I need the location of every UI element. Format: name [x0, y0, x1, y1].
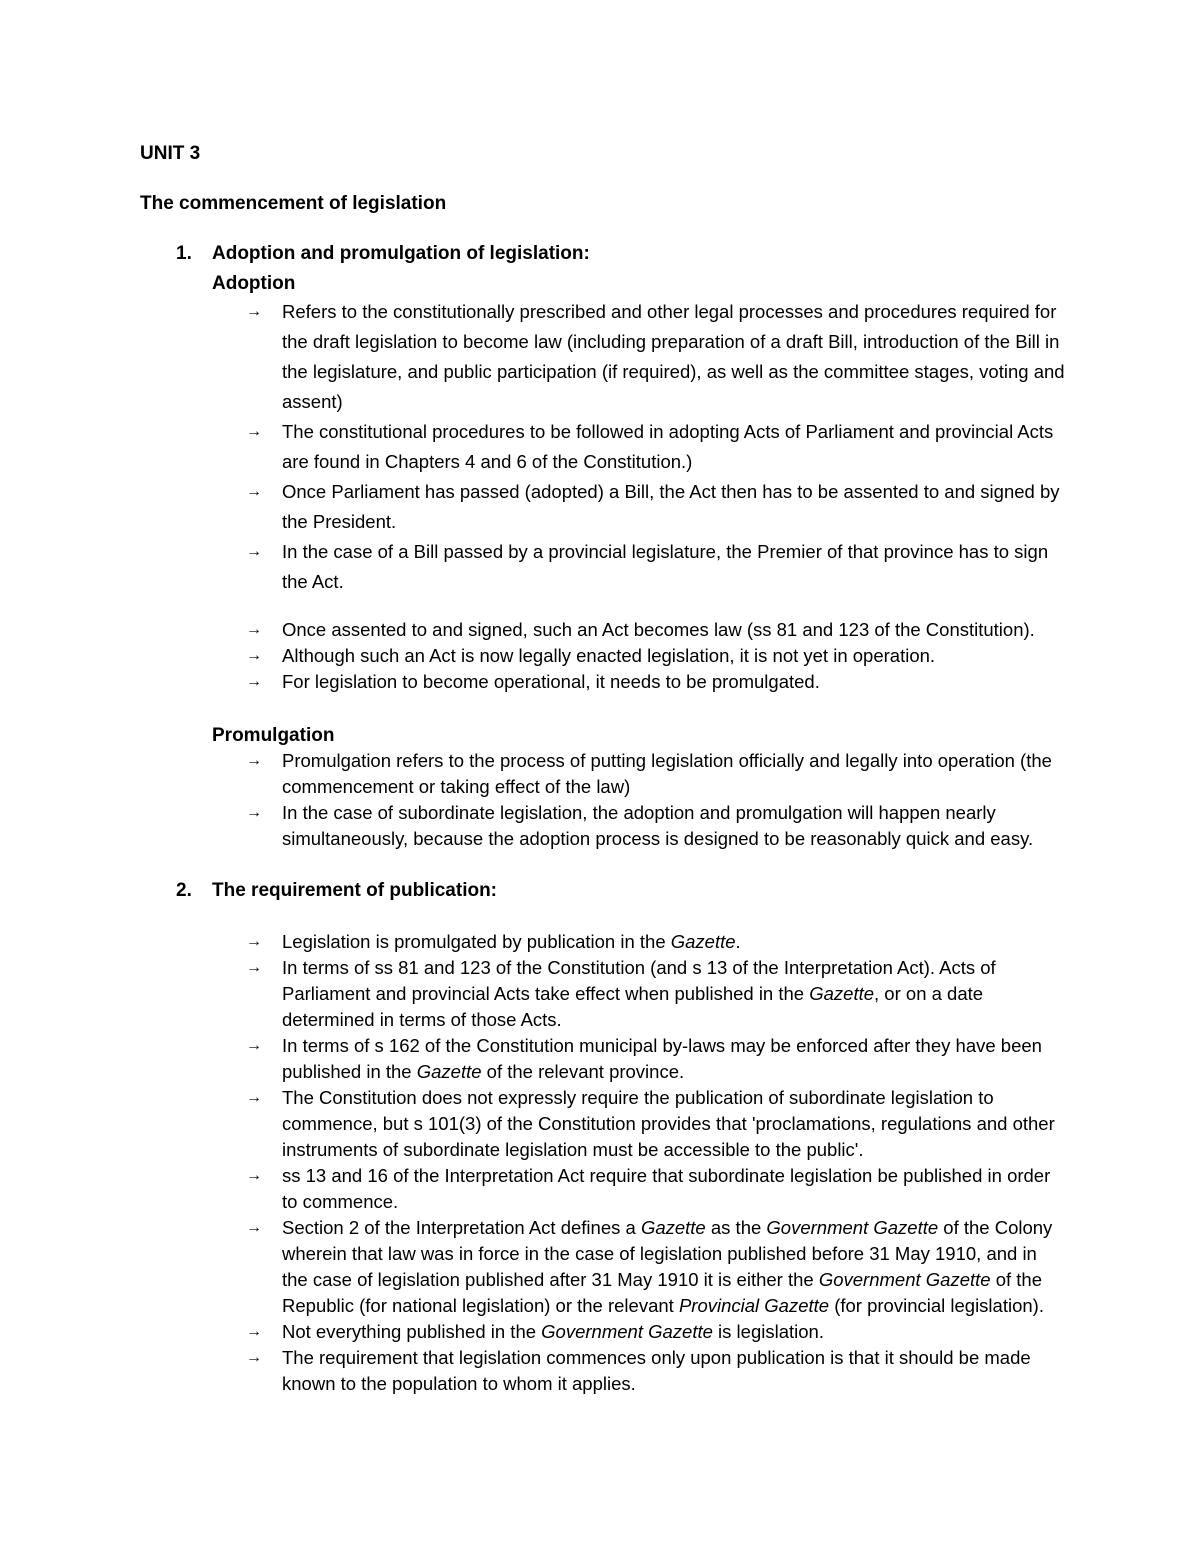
list-item: [246, 1033, 1066, 1085]
arrow-icon: →: [246, 483, 262, 500]
list-item: [246, 955, 1066, 1033]
bullet-text: In terms of s 162 of the Constitution municipal by-laws may be enforced after they have been published in the Gazette of the relevant province.: [282, 1035, 1042, 1082]
arrow-icon: →: [246, 1219, 262, 1236]
arrow-icon: →: [246, 1323, 262, 1340]
bullet-text: Once Parliament has passed (adopted) a Bill, the Act then has to be assented to and signed by the President.: [282, 481, 1060, 532]
bullet-text: In the case of subordinate legislation, the adoption and promulgation will happen nearly simultaneously, because the adoption process is designed to be reasonably quick and easy.: [282, 802, 1034, 849]
unit-label: UNIT 3: [140, 143, 201, 164]
section-1-number: 1.: [176, 243, 192, 264]
document-title: The commencement of legislation: [140, 193, 447, 214]
arrow-icon: →: [246, 423, 262, 440]
bullet-text: Promulgation refers to the process of putting legislation officially and legally into operation (the commencement or taking effect of the law): [282, 750, 1052, 797]
section-1-title: Adoption and promulgation of legislation:: [212, 243, 590, 264]
bullet-text: The constitutional procedures to be followed in adopting Acts of Parliament and provincial Acts are found in Chapters 4 and 6 of the Constitution.): [282, 421, 1054, 472]
arrow-icon: →: [246, 621, 262, 638]
arrow-icon: →: [246, 673, 262, 690]
section-2-number: 2.: [176, 880, 192, 901]
bullet-text: Although such an Act is now legally enacted legislation, it is not yet in operation.: [282, 645, 936, 666]
list-item: [246, 1215, 1066, 1319]
list-item: [246, 669, 1066, 695]
list-item: [246, 297, 1066, 417]
list-item: [246, 1085, 1066, 1163]
bullet-text: In terms of ss 81 and 123 of the Constitution (and s 13 of the Interpretation Act). Acts of Parliament and provincial Acts take effect when published in the Gazette, or on a date determined in terms of those Acts.: [282, 957, 996, 1030]
arrow-icon: →: [246, 933, 262, 950]
arrow-icon: →: [246, 303, 262, 320]
list-item: [246, 929, 1066, 955]
list-item: [246, 537, 1066, 597]
arrow-icon: →: [246, 1167, 262, 1184]
list-item: [246, 643, 1066, 669]
bullet-text: In the case of a Bill passed by a provincial legislature, the Premier of that province has to sign the Act.: [282, 541, 1049, 592]
bullet-text: ss 13 and 16 of the Interpretation Act require that subordinate legislation be published in order to commence.: [282, 1165, 1051, 1212]
section-1-heading: [176, 243, 590, 265]
bullet-text: Section 2 of the Interpretation Act defines a Gazette as the Government Gazette of the Colony wherein that law was in force in the case of legislation published before 31 May 1910, and in the case of legislation published after 31 May 1910 it is either the Government Gazette of the Republic (for national legislation) or the relevant Provincial Gazette (for provincial legislation).: [282, 1217, 1053, 1316]
list-item: [246, 617, 1066, 643]
arrow-icon: →: [246, 647, 262, 664]
list-item: [246, 1345, 1066, 1397]
operation-list: [246, 617, 1066, 695]
arrow-icon: →: [246, 1037, 262, 1054]
arrow-icon: →: [246, 1349, 262, 1366]
bullet-text: Not everything published in the Government Gazette is legislation.: [282, 1321, 824, 1342]
list-item: [246, 477, 1066, 537]
adoption-list: [246, 297, 1066, 597]
arrow-icon: →: [246, 959, 262, 976]
arrow-icon: →: [246, 804, 262, 821]
bullet-text: The Constitution does not expressly require the publication of subordinate legislation to commence, but s 101(3) of the Constitution provides that 'proclamations, regulations and other instruments of subordinate legislation must be accessible to the public'.: [282, 1087, 1055, 1160]
section-2-heading: [176, 880, 497, 902]
bullet-text: Legislation is promulgated by publication in the Gazette.: [282, 931, 741, 952]
promulgation-heading: Promulgation: [212, 725, 335, 746]
arrow-icon: →: [246, 1089, 262, 1106]
adoption-heading: Adoption: [212, 273, 296, 294]
promulgation-list: [246, 748, 1066, 852]
publication-list: [246, 929, 1066, 1397]
list-item: [246, 417, 1066, 477]
arrow-icon: →: [246, 752, 262, 769]
arrow-icon: →: [246, 543, 262, 560]
bullet-text: The requirement that legislation commences only upon publication is that it should be made known to the population to whom it applies.: [282, 1347, 1031, 1394]
bullet-text: Refers to the constitutionally prescribed and other legal processes and procedures required for the draft legislation to become law (including preparation of a draft Bill, introduction of the Bill in the legislature, and public participation (if required), as well as the committee stages, voting and assent): [282, 301, 1065, 412]
list-item: [246, 1319, 1066, 1345]
bullet-text: Once assented to and signed, such an Act becomes law (ss 81 and 123 of the Constitution).: [282, 619, 1035, 640]
list-item: [246, 800, 1066, 852]
section-2-title: The requirement of publication:: [212, 880, 498, 901]
list-item: [246, 748, 1066, 800]
list-item: [246, 1163, 1066, 1215]
bullet-text: For legislation to become operational, it needs to be promulgated.: [282, 671, 820, 692]
